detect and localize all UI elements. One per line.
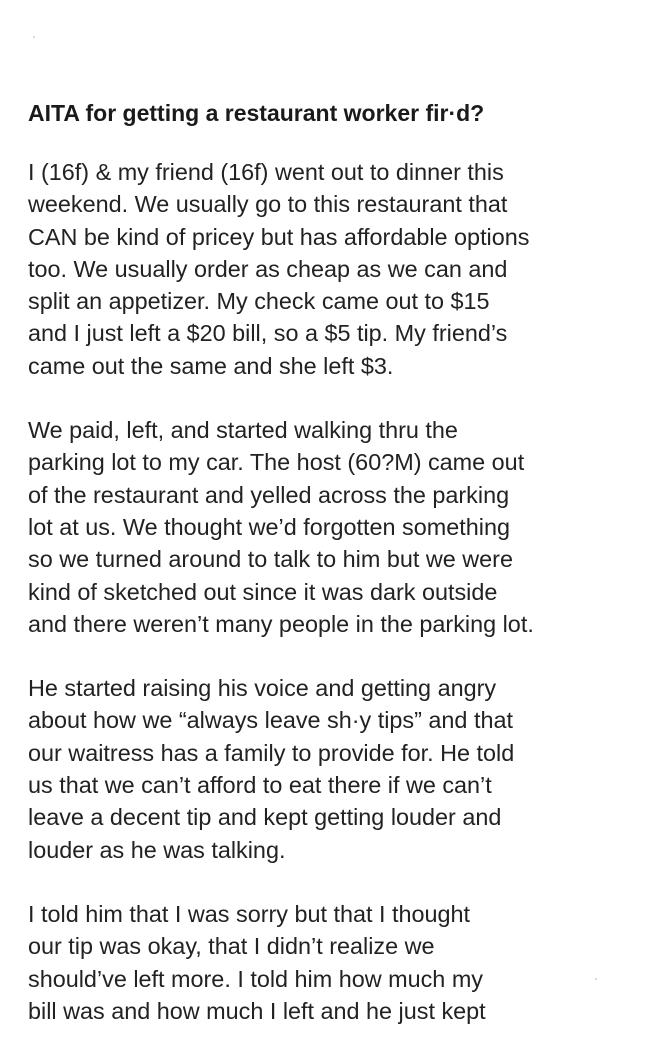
text-line: louder as he was talking. bbox=[28, 836, 286, 863]
text-line: and I just left a $20 bill, so a $5 tip. My friend’s bbox=[28, 320, 508, 347]
text-line: our waitress has a family to provide for. He told bbox=[28, 739, 515, 766]
post bbox=[28, 98, 633, 1059]
text-line: split an appetizer. My check came out to $15 bbox=[28, 288, 490, 315]
text-line: bill was and how much I left and he just kept bbox=[28, 997, 486, 1024]
post-paragraph-3 bbox=[28, 672, 633, 866]
text-line: kind of sketched out since it was dark outside bbox=[28, 578, 498, 605]
text-line: our tip was okay, that I didn’t realize we bbox=[28, 933, 435, 960]
text-line: CAN be kind of pricey but has affordable options bbox=[28, 223, 530, 250]
speck bbox=[33, 36, 35, 38]
text-line: He started raising his voice and getting angry bbox=[28, 675, 497, 702]
post-paragraph-1 bbox=[28, 156, 633, 382]
post-body bbox=[28, 156, 633, 1027]
post-title: AITA for getting a restaurant worker fir·d? bbox=[28, 100, 485, 126]
text-line: I told him that I was sorry but that I thought bbox=[28, 900, 471, 927]
text-line: of the restaurant and yelled across the parking bbox=[28, 481, 510, 508]
text-line: came out the same and she left $3. bbox=[28, 352, 394, 379]
text-line: us that we can’t afford to eat there if we can’t bbox=[28, 772, 492, 799]
text-line: about how we “always leave sh·y tips” and that bbox=[28, 707, 513, 734]
text-line: leave a decent tip and kept getting louder and bbox=[28, 804, 502, 831]
text-line: lot at us. We thought we’d forgotten something bbox=[28, 513, 510, 540]
text-line: weekend. We usually go to this restaurant that bbox=[28, 191, 508, 218]
text-line: too. We usually order as cheap as we can and bbox=[28, 255, 508, 282]
text-line: should’ve left more. I told him how much my bbox=[28, 965, 483, 992]
post-paragraph-4 bbox=[28, 898, 633, 1027]
text-line: parking lot to my car. The host (60?M) came out bbox=[28, 449, 525, 476]
text-line: We paid, left, and started walking thru the bbox=[28, 417, 458, 444]
text-line: I (16f) & my friend (16f) went out to dinner this bbox=[28, 159, 504, 185]
text-line: and there weren’t many people in the parking lot. bbox=[28, 610, 534, 637]
text-line: so we turned around to talk to him but we were bbox=[28, 546, 513, 573]
post-paragraph-2 bbox=[28, 414, 633, 640]
